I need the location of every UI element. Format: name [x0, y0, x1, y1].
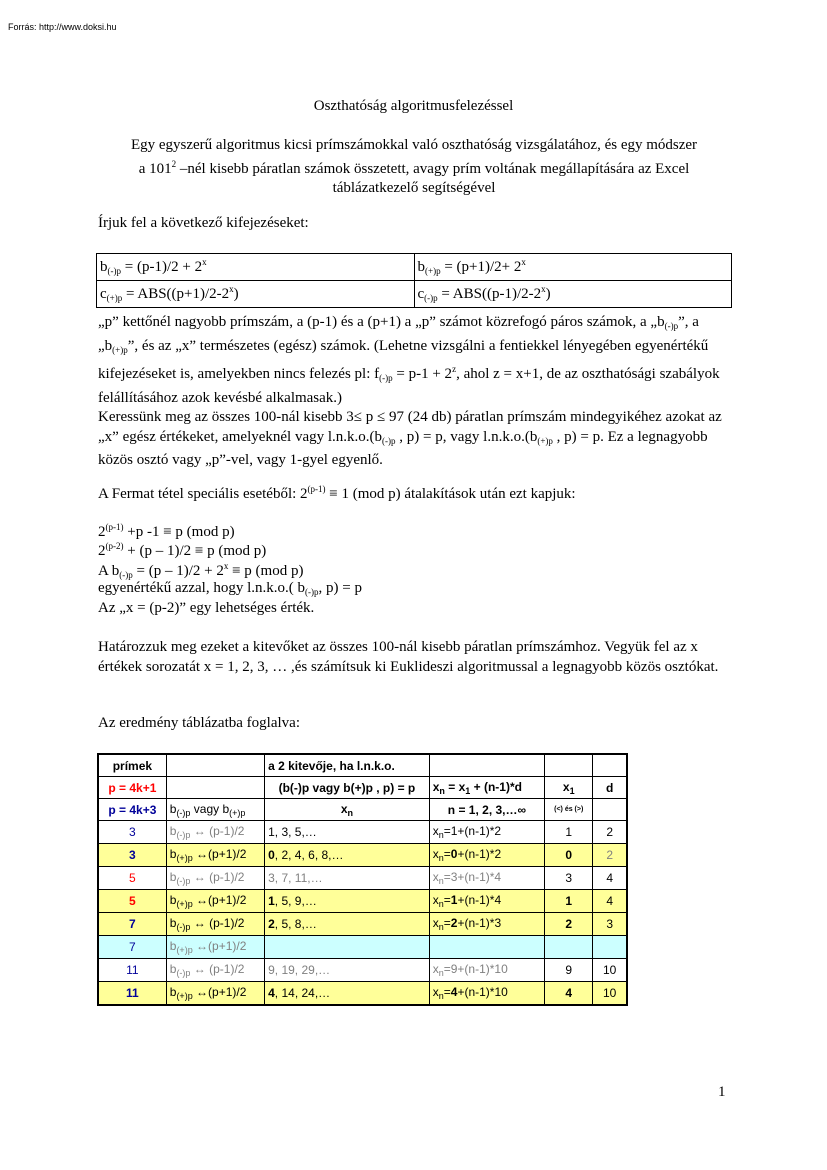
cell-formula: $x_n=9+(n-1)*10$ [429, 959, 544, 982]
cell-formula: $x_n=1+(n-1)*4$ [429, 890, 544, 913]
header-p-4k1: p = 4k+1 [98, 777, 166, 799]
cell-d: 10 [593, 959, 627, 982]
header-primes: prímek [98, 754, 166, 777]
table-row [98, 890, 627, 913]
cell-x1: 4 [545, 982, 593, 1006]
cell-d: 4 [593, 890, 627, 913]
cell-x1: 2 [545, 913, 593, 936]
cell-x1: 9 [545, 959, 593, 982]
cell-formula: $x_n=4+(n-1)*10$ [429, 982, 544, 1006]
cell-x1: 1 [545, 890, 593, 913]
cell-x1: 3 [545, 867, 593, 890]
table-row [98, 982, 627, 1006]
cell-sequence: 4, 14, 24,… [265, 982, 430, 1006]
cell-x1 [545, 936, 593, 959]
header-b-choice: $b_{(-)p}$ vagy $b_{(+)p}$ [166, 799, 264, 821]
intro-text: Írjuk fel a következő kifejezéseket: [98, 215, 309, 231]
formula-b-minus: $b_{(-)p} = (p-1)/2 + 2^x$ [97, 254, 415, 281]
cell-b-type: $b_{(+)p}$ ↔(p+1)/2 [166, 890, 264, 913]
formula-b-plus: $b_{(+)p} = (p+1)/2+ 2^x$ [414, 254, 732, 281]
cell-prime: 5 [98, 890, 166, 913]
cell-formula: $x_n=1+(n-1)*2$ [429, 821, 544, 844]
result-intro: Az eredmény táblázatba foglalva: [98, 715, 300, 731]
cell-b-type: $b_{(+)p}$ ↔(p+1)/2 [166, 936, 264, 959]
formula-c-minus: $c_{(-)p} = ABS((p-1)/2-2^x)$ [414, 281, 732, 308]
header-sequence-formula: $x_n = x_1 + (n-1)*d$ [429, 777, 544, 799]
cell-sequence: 9, 19, 29,… [265, 959, 430, 982]
cell-sequence: 0, 2, 4, 6, 8,… [265, 844, 430, 867]
header-n-range: n = 1, 2, 3,…∞ [429, 799, 544, 821]
cell-d: 2 [593, 821, 627, 844]
header-condition: (b(-)p vagy b(+)p , p) = p [265, 777, 430, 799]
cell-prime: 3 [98, 821, 166, 844]
cell-b-type: $b_{(-)p}$ ↔ (p-1)/2 [166, 867, 264, 890]
equation-3: A $b_{(-)p} = (p - 1)/2 + 2^x \equiv p$ (mod p) [98, 561, 304, 580]
fermat-paragraph: A Fermat tétel speciális esetéből: $2^{(p-1)} \equiv 1$ (mod p) átalakítások után ezt kapjuk: [98, 484, 576, 502]
cell-prime: 7 [98, 913, 166, 936]
table-row [98, 959, 627, 982]
source-note: Forrás: http://www.doksi.hu [8, 22, 117, 32]
cell-prime: 5 [98, 867, 166, 890]
header-row-2 [98, 777, 627, 799]
cell-formula [429, 936, 544, 959]
header-row-1 [98, 754, 627, 777]
cell-b-type: $b_{(-)p}$ ↔ (p-1)/2 [166, 959, 264, 982]
cell-x1: 1 [545, 821, 593, 844]
header-d: d [593, 777, 627, 799]
cell-d: 4 [593, 867, 627, 890]
cell-prime: 7 [98, 936, 166, 959]
header-p-4k3: p = 4k+3 [98, 799, 166, 821]
cell-d [593, 936, 627, 959]
cell-b-type: $b_{(-)p}$ ↔ (p-1)/2 [166, 821, 264, 844]
header-lt-gt: (<) és (>) [545, 799, 593, 821]
table-row [98, 844, 627, 867]
cell-sequence: 2, 5, 8,… [265, 913, 430, 936]
cell-b-type: $b_{(-)p}$ ↔ (p-1)/2 [166, 913, 264, 936]
results-table [97, 753, 628, 1006]
table-row [98, 936, 627, 959]
table-row [98, 867, 627, 890]
method-paragraph: Határozzuk meg ezeket a kitevőket az összes 100-nál kisebb páratlan prímszámhoz. Vegyük fel az x értékek sorozatát x = 1, 2, 3, … ,és számítsuk ki Euklideszi algoritmussal a legnagyobb közös osztókat. [98, 639, 719, 675]
equation-4: egyenértékű azzal, hogy l.n.k.o.( $b_{(-)p}$, p) = p [98, 580, 362, 597]
header-exponent: a 2 kitevője, ha l.n.k.o. [265, 754, 430, 777]
formula-c-plus: $c_{(+)p} = ABS((p+1)/2-2^x)$ [97, 281, 415, 308]
cell-d: 2 [593, 844, 627, 867]
header-row-3 [98, 799, 627, 821]
cell-sequence: 1, 3, 5,… [265, 821, 430, 844]
cell-b-type: $b_{(+)p}$ ↔(p+1)/2 [166, 982, 264, 1006]
table-row [98, 913, 627, 936]
cell-formula: $x_n=3+(n-1)*4$ [429, 867, 544, 890]
cell-x1: 0 [545, 844, 593, 867]
cell-formula: $x_n=2+(n-1)*3$ [429, 913, 544, 936]
cell-prime: 3 [98, 844, 166, 867]
cell-prime: 11 [98, 959, 166, 982]
cell-d: 3 [593, 913, 627, 936]
formula-table [96, 253, 732, 308]
equation-5: Az „x = (p-2)” egy lehetséges érték. [98, 600, 315, 616]
header-x1: $x_1$ [545, 777, 593, 799]
cell-formula: $x_n=0+(n-1)*2$ [429, 844, 544, 867]
cell-sequence: 1, 5, 9,… [265, 890, 430, 913]
search-paragraph: Keressünk meg az összes 100-nál kisebb 3≤ p ≤ 97 (24 db) páratlan prímszám mindegyikéhez azokat az „x” egész értékeket, amelyeknél vagy $l.n.k.o.(b_{(-)p}$ , p) = p, vagy $l.n.k.o.(b_{(+)p}$ , p) = p. Ez a legnagyobb közös osztó vagy „p”-vel, vagy 1-gyel egyenlő. [98, 409, 722, 468]
cell-sequence [265, 936, 430, 959]
cell-sequence: 3, 7, 11,… [265, 867, 430, 890]
header-xn: $x_n$ [265, 799, 430, 821]
equation-1: $2^{(p-1)} +p$ -1 ≡ p (mod p) [98, 522, 235, 540]
page-number: 1 [718, 1084, 726, 1100]
definitions-paragraph: „p” kettőnél nagyobb prímszám, a (p-1) és a (p+1) a „p” számot közrefogó páros számok, a $„b_{(-)p}$”, a $„b_{(+)p}$”, és az „x” természetes (egész) számok. (Lehetne vizsgálni a fentiekkel lényegében egyenértékű kifejezéseket is, amelyekben nincs felezés pl: $f_{(-)p} = p-1 + 2^z$, ahol z = x+1, de az oszthatósági szabályok felállításához azok kevésbé alkalmasak.) [98, 314, 720, 406]
cell-prime: 11 [98, 982, 166, 1006]
table-row [98, 821, 627, 844]
cell-b-type: $b_{(+)p}$ ↔(p+1)/2 [166, 844, 264, 867]
equation-2: $2^{(p-2)} + (p - 1)/2 \equiv p$ (mod p) [98, 541, 267, 559]
page-title: Oszthatóság algoritmusfelezéssel [313, 98, 514, 114]
cell-d: 10 [593, 982, 627, 1006]
subtitle: Egy egyszerű algoritmus kicsi prímszámokkal való oszthatóság vizsgálatához, és egy módszer a $101^2$ –nél kisebb páratlan számok összetett, avagy prím voltának megállapítására az Excel táblázatkezelő segítségével [130, 137, 698, 196]
